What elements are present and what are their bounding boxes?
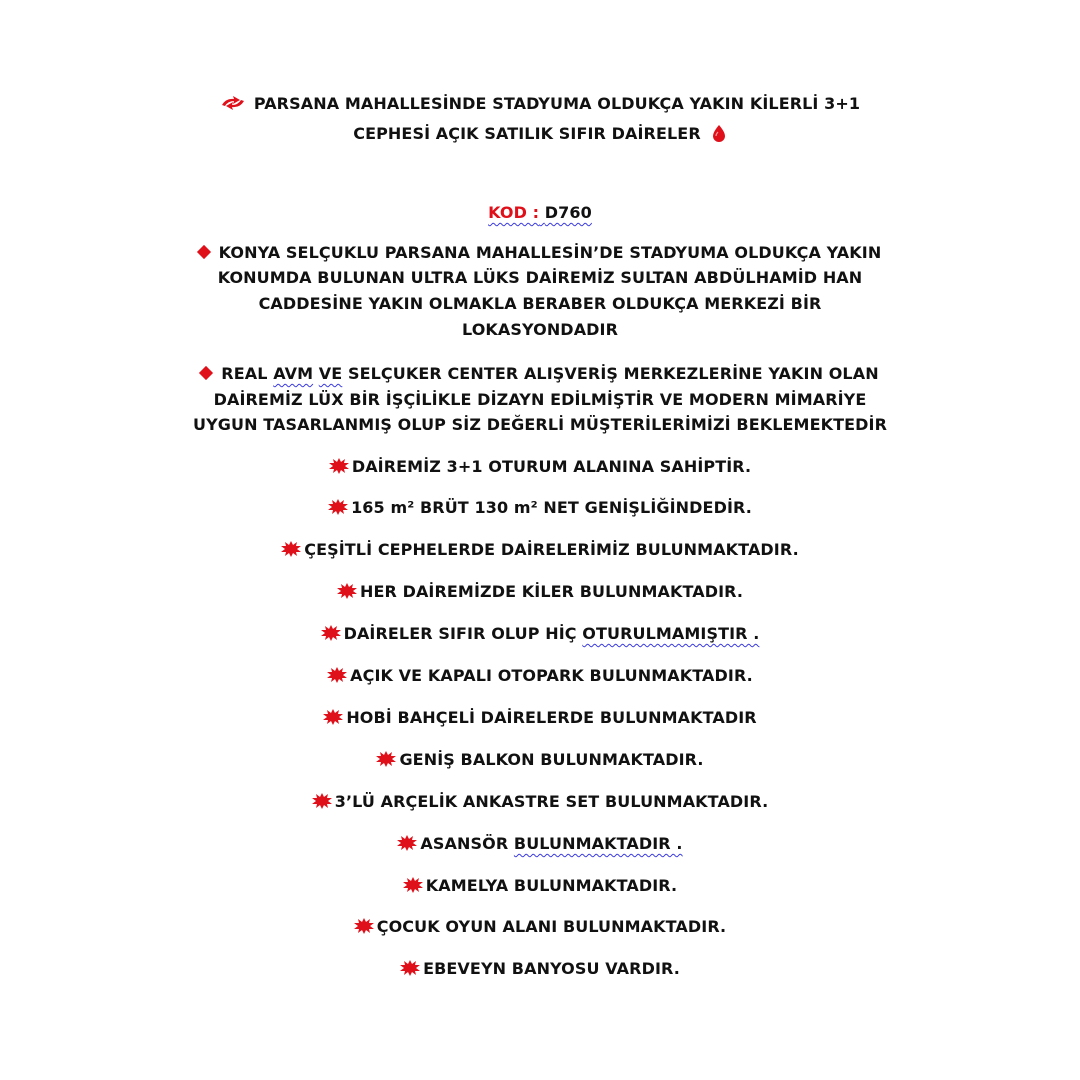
feature-text: GENİŞ BALKON BULUNMAKTADIR.	[399, 750, 704, 769]
paragraph1-text-3: CADDESİNE YAKIN OLMAKLA BERABER OLDUKÇA MERKEZİ BİR	[258, 294, 822, 313]
paragraph1-line-2	[0, 268, 1080, 288]
red-burst-icon	[397, 835, 417, 851]
red-arrows-icon	[220, 96, 246, 110]
paragraph2-text-avm: AVM	[273, 364, 314, 383]
feature-text-underlined: OTURULMAMIŞTIR .	[582, 624, 760, 643]
red-burst-icon	[281, 541, 301, 557]
feature-line	[0, 750, 1080, 770]
feature-line	[0, 708, 1080, 728]
red-burst-icon	[403, 877, 423, 893]
red-burst-icon	[400, 960, 420, 976]
paragraph2-text-2: DAİREMİZ LÜX BİR İŞÇİLİKLE DİZAYN EDİLMİŞTİR VE MODERN MİMARİYE	[213, 390, 867, 409]
paragraph1-line-3	[0, 294, 1080, 314]
paragraph1-text-4: LOKASYONDADIR	[461, 320, 619, 339]
paragraph2-text-3: UYGUN TASARLANMIŞ OLUP SİZ DEĞERLİ MÜŞTERİLERİMİZİ BEKLEMEKTEDİR	[192, 415, 887, 434]
red-burst-icon	[337, 583, 357, 599]
feature-text: DAİRELER SIFIR OLUP HİÇ	[343, 624, 577, 643]
red-burst-icon	[376, 751, 396, 767]
kod-underlined	[488, 203, 592, 222]
feature-text: EBEVEYN BANYOSU VARDIR.	[423, 959, 680, 978]
paragraph2-line-1	[0, 364, 1080, 384]
red-burst-icon	[321, 625, 341, 641]
feature-line	[0, 498, 1080, 518]
title-line-2	[0, 124, 1080, 144]
red-diamond-icon	[197, 244, 211, 258]
paragraph2-text-real: REAL	[221, 364, 268, 383]
feature-line	[0, 624, 1080, 644]
feature-line	[0, 582, 1080, 602]
paragraph2-text-rest: SELÇUKER CENTER ALIŞVERİŞ MERKEZLERİNE YAKIN OLAN	[347, 364, 879, 383]
paragraph2-line-3	[0, 415, 1080, 435]
kod-label: KOD :	[488, 203, 540, 222]
red-burst-icon	[354, 918, 374, 934]
feature-text: 165 m² BRÜT 130 m² NET GENİŞLİĞİNDEDİR.	[351, 498, 752, 517]
feature-line	[0, 666, 1080, 686]
feature-line	[0, 834, 1080, 854]
paragraph1-line-4	[0, 320, 1080, 340]
feature-text: ASANSÖR	[420, 834, 509, 853]
red-burst-icon	[328, 499, 348, 515]
red-burst-icon	[327, 667, 347, 683]
feature-text: AÇIK VE KAPALI OTOPARK BULUNMAKTADIR.	[350, 666, 753, 685]
title-text-2: CEPHESİ AÇIK SATILIK SIFIR DAİRELER	[353, 124, 701, 143]
feature-text: HOBİ BAHÇELİ DAİRELERDE BULUNMAKTADIR	[346, 708, 757, 727]
feature-text: HER DAİREMİZDE KİLER BULUNMAKTADIR.	[359, 582, 744, 601]
paragraph2-line-2	[0, 390, 1080, 410]
feature-line	[0, 876, 1080, 896]
title-text-1: PARSANA MAHALLESİNDE STADYUMA OLDUKÇA YAKIN KİLERLİ 3+1	[253, 94, 861, 113]
red-burst-icon	[312, 793, 332, 809]
kod-value: D760	[544, 203, 592, 222]
paragraph1-text-2: KONUMDA BULUNAN ULTRA LÜKS DAİREMİZ SULTAN ABDÜLHAMİD HAN	[217, 268, 863, 287]
feature-line	[0, 457, 1080, 477]
feature-text: ÇOCUK OYUN ALANI BULUNMAKTADIR.	[376, 917, 727, 936]
feature-text: ÇEŞİTLİ CEPHELERDE DAİRELERİMİZ BULUNMAKTADIR.	[304, 540, 799, 559]
red-diamond-icon	[199, 365, 213, 379]
kod-line	[0, 203, 1080, 223]
paragraph2-text-ve: VE	[318, 364, 343, 383]
feature-text-underlined: BULUNMAKTADIR .	[513, 834, 683, 853]
title-line-1	[0, 94, 1080, 114]
red-burst-icon	[329, 458, 349, 474]
paragraph1-text-1: KONYA SELÇUKLU PARSANA MAHALLESİN’DE STADYUMA OLDUKÇA YAKIN	[218, 243, 882, 262]
feature-text: DAİREMİZ 3+1 OTURUM ALANINA SAHİPTİR.	[351, 457, 752, 476]
feature-text: 3’LÜ ARÇELİK ANKASTRE SET BULUNMAKTADIR.	[334, 792, 769, 811]
feature-line	[0, 959, 1080, 979]
feature-line	[0, 540, 1080, 560]
red-drop-icon	[711, 124, 727, 142]
feature-text: KAMELYA BULUNMAKTADIR.	[425, 876, 678, 895]
red-burst-icon	[323, 709, 343, 725]
feature-line	[0, 792, 1080, 812]
feature-line	[0, 917, 1080, 937]
paragraph1-line-1	[0, 243, 1080, 263]
